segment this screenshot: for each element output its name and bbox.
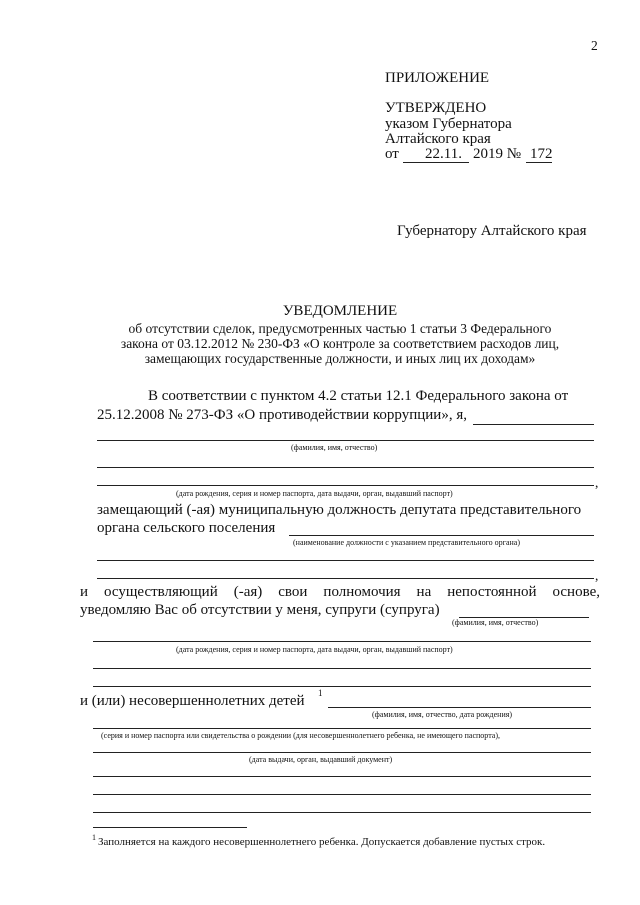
- children-field-3[interactable]: [93, 752, 591, 753]
- appendix-label: ПРИЛОЖЕНИЕ: [385, 70, 490, 86]
- caption-spouse-fio: (фамилия, имя, отчество): [452, 618, 539, 627]
- spouse-field-3[interactable]: [93, 668, 591, 669]
- date-underline: [403, 162, 469, 163]
- name-field[interactable]: [97, 440, 594, 441]
- children-field-6[interactable]: [93, 812, 591, 813]
- caption-fio: (фамилия, имя, отчество): [291, 443, 378, 452]
- decree-date: 22.11.: [425, 146, 462, 162]
- caption-birth-data: (дата рождения, серия и номер паспорта, дата выдачи, орган, выдавший паспорт): [176, 489, 453, 498]
- children-field-4[interactable]: [93, 776, 591, 777]
- paragraph-1-line-2: 25.12.2008 № 273-ФЗ «О противодействии коррупции», я,: [97, 407, 467, 423]
- footnote-marker: 1: [318, 688, 323, 698]
- addressee: Губернатору Алтайского края: [397, 223, 587, 239]
- children-field-5[interactable]: [93, 794, 591, 795]
- children-name-field[interactable]: [328, 707, 591, 708]
- decree-label: указом Губернатора: [385, 116, 512, 132]
- year-number-label: 2019 №: [473, 146, 522, 162]
- document-title: УВЕДОМЛЕНИЕ: [282, 303, 398, 319]
- caption-children-doc: (серия и номер паспорта или свидетельства о рождении (для несовершеннолетнего ребенка, не имеющего паспорта),: [101, 731, 501, 740]
- comma-2: ,: [595, 568, 599, 583]
- paragraph-2-line-1: замещающий (-ая) муниципальную должность депутата представительного: [97, 502, 582, 518]
- paragraph-2-line-2: органа сельского поселения: [97, 520, 276, 536]
- title-line-3: замещающих государственные должности, и иных лиц их доходам»: [144, 351, 536, 366]
- position-field-2[interactable]: [97, 560, 594, 561]
- paragraph-1-line-1: В соответствии с пунктом 4.2 статьи 12.1 Федерального закона от: [148, 388, 569, 404]
- caption-children-fio: (фамилия, имя, отчество, дата рождения): [372, 710, 513, 719]
- name-field-start[interactable]: [473, 424, 594, 425]
- decree-number: 172: [530, 146, 553, 162]
- title-line-1: об отсутствии сделок, предусмотренных частью 1 статьи 3 Федерального: [128, 321, 552, 336]
- region-label: Алтайского края: [385, 131, 491, 147]
- birth-data-field-2[interactable]: [97, 485, 594, 486]
- paragraph-3-line-2: уведомляю Вас об отсутствии у меня, супруги (супруга): [80, 602, 440, 618]
- comma-1: ,: [595, 475, 599, 490]
- caption-spouse-birth: (дата рождения, серия и номер паспорта, дата выдачи, орган, выдавший паспорт): [176, 645, 453, 654]
- paragraph-3-line-1: и осуществляющий (-ая) свои полномочия на непостоянной основе,: [80, 584, 600, 600]
- number-underline: [526, 162, 552, 163]
- children-field-2[interactable]: [93, 728, 591, 729]
- position-field-3[interactable]: [97, 578, 594, 579]
- spouse-field-4[interactable]: [93, 686, 591, 687]
- approved-label: УТВЕРЖДЕНО: [385, 100, 487, 116]
- footnote-mark: 1: [92, 833, 96, 842]
- date-prefix: от: [385, 146, 399, 162]
- position-field[interactable]: [289, 535, 594, 536]
- spouse-field-2[interactable]: [93, 641, 591, 642]
- footnote-separator: [93, 827, 247, 828]
- footnote-text: Заполняется на каждого несовершеннолетнего ребенка. Допускается добавление пустых строк.: [98, 836, 546, 848]
- caption-children-doc-2: (дата выдачи, орган, выдавший документ): [249, 755, 393, 764]
- birth-data-field-1[interactable]: [97, 467, 594, 468]
- title-line-2: закона от 03.12.2012 № 230-ФЗ «О контроле за соответствием расходов лиц,: [120, 336, 560, 351]
- page-number: 2: [591, 38, 598, 53]
- paragraph-4: и (или) несовершеннолетних детей: [80, 693, 305, 709]
- caption-position: (наименование должности с указанием представительного органа): [293, 538, 520, 547]
